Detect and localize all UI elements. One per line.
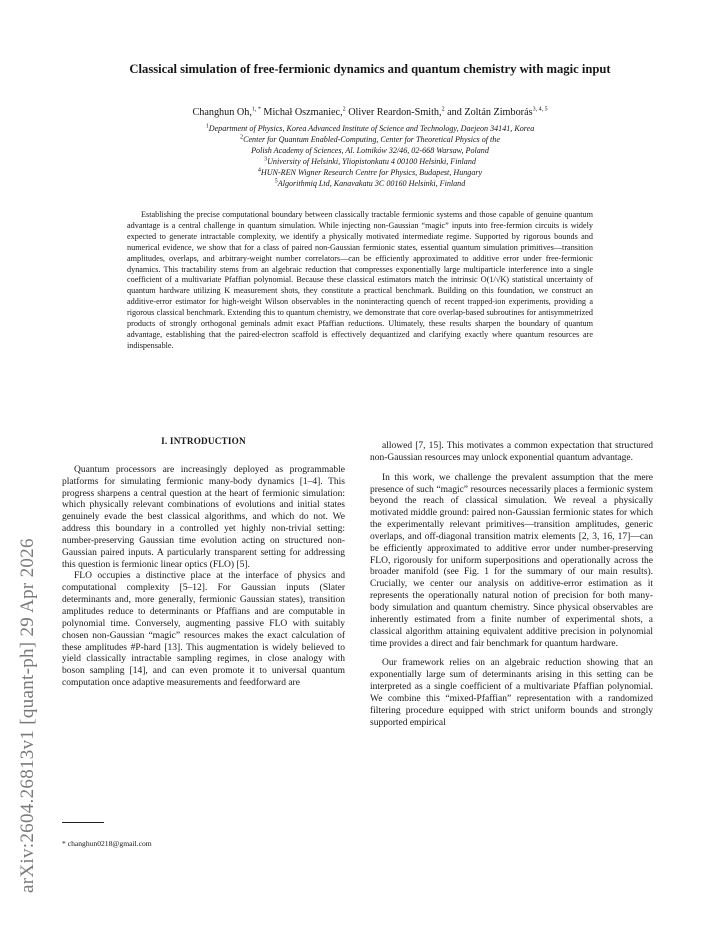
footnote-rule [62, 822, 104, 823]
affiliation-line [70, 135, 670, 146]
paragraph: FLO occupies a distinctive place at the interface of physics and computational complexity [5–12]. For Gaussian inputs (Slater determinants and, more generally, fermionic Gaussian states), transition amplitudes reduce to determinants or Pfaffians and are computable in polynomial time. Conversely, augmenting passive FLO with suitably chosen non-Gaussian “magic” resources makes the exact calculation of these amplitudes #P-hard [13]. This augmentation is widely believed to yield classically intractable sampling regimes, in close analogy with boson sampling [14], and can even promote it to universal quantum computation once adaptive measurements and feedforward are [62, 571, 345, 689]
affiliations [70, 124, 670, 189]
affil-mark: 3 [264, 156, 268, 163]
affiliation-line [70, 146, 670, 157]
arxiv-stamp-area [6, 230, 52, 893]
author-affil-mark: 2 [342, 106, 346, 113]
paragraph: Our framework relies on an algebraic reduction showing that an exponentially large sum of determinants arising in this setting can be interpreted as a single coefficient of a multivariate Pfaffian polynomial. We combine this “mixed-Pfaffian” representation with a randomized filtering procedure equipped with strict uniform bounds and strongly supported empirical [370, 658, 653, 728]
affil-text: Algorithmiq Ltd, Kanavakatu 3C 00160 Helsinki, Finland [277, 178, 466, 188]
affil-text: Department of Physics, Korea Advanced Institute of Science and Technology, Daejeon 34141, Korea [208, 124, 535, 133]
paragraph: In this work, we challenge the prevalent assumption that the mere presence of such “magic” resources necessarily places a fermionic system beyond the reach of classical simulation. We reveal a physically motivated middle ground: paired non-Gaussian fermionic states for which the experimentally relevant primitives—transition amplitudes, generic overlaps, and off-diagonal transition matrix elements [2, 3, 16, 17]—can be efficiently approximated to additive error under number-preserving FLO, rigorously for uniform superpositions and operationally across the broader manifold (see Fig. 1 for the summary of our main results). Crucially, we center our analysis on additive-error estimation as it represents the operationally natural notion of precision for both many-body simulation and quantum chemistry. Since physical observables are inherently estimated from a finite number of experimental shots, a classical algorithm attaining equivalent additive precision in polynomial time provides a direct and fair benchmark for quantum hardware. [370, 472, 653, 649]
paragraph: allowed [7, 15]. This motivates a common expectation that structured non-Gaussian resources may unlock exponential quantum advantage. [370, 441, 653, 463]
right-column [370, 441, 653, 729]
affil-text: Center for Quantum Enabled-Computing, Center for Theoretical Physics of the [243, 134, 500, 144]
author-name: and Zoltán Zimborás [444, 107, 533, 118]
section-heading: I. INTRODUCTION [161, 436, 246, 446]
paper-title: Classical simulation of free-fermionic dynamics and quantum chemistry with magic input [129, 62, 611, 76]
paragraph-gap [370, 465, 653, 473]
author-affil-mark: 3, 4, 5 [532, 106, 548, 113]
author-name: Changhun Oh, [192, 107, 252, 118]
affil-mark: 5 [274, 177, 278, 184]
author-affil-mark: 1, * [251, 106, 261, 113]
paragraph: Quantum processors are increasingly deployed as programmable platforms for simulating fermionic many-body dynamics [1–4]. This progress sharpens a central question at the heart of fermionic simulation: which physically relevant combinations of evolutions and initial states genuinely evade the best classical algorithms, and which do not. We address this boundary in a controlled yet highly non-trivial setting: number-preserving Gaussian time evolution acting on structured non-Gaussian paired inputs. A particularly transparent setting for addressing this question is fermionic linear optics (FLO) [5]. [62, 464, 345, 570]
author-affil-mark: 2 [441, 106, 445, 113]
affiliation-line [70, 179, 670, 190]
author-name: Michał Oszmaniec, [260, 107, 343, 118]
author-name: Oliver Reardon-Smith, [345, 107, 442, 118]
affil-text: Polish Academy of Sciences, Al. Lotników 32/46, 02-668 Warsaw, Poland [251, 145, 489, 155]
affil-mark: 2 [240, 134, 244, 141]
arxiv-stamp: arXiv:2604.26813v1 [quant-ph] 29 Apr 2026 [17, 538, 38, 893]
affil-mark: 4 [257, 166, 261, 173]
affil-text: HUN-REN Wigner Research Centre for Physics, Budapest, Hungary [260, 167, 483, 177]
left-column [62, 436, 345, 690]
author-list [70, 107, 670, 118]
affiliation-line [70, 157, 670, 168]
abstract: Establishing the precise computational boundary between classically tractable fermionic systems and those capable of genuine quantum advantage is a central challenge in quantum simulation. While injecting non-Gaussian “magic” inputs into free-fermion circuits is widely expected to generate intractable complexity, we identify a physically motivated intermediate regime. Supported by rigorous bounds and numerical evidence, we show that for a class of paired non-Gaussian fermionic states, essential quantum simulation primitives—transition amplitudes, overlaps, and arbitrary-weight number correlators—can be efficiently approximated to additive error under free-fermionic dynamics. This tractability stems from an algebraic reduction that compresses exponentially large multiparticle interference into a single coefficient of a multivariate Pfaffian polynomial. Because these classical estimators match the intrinsic O(1/√K) statistical uncertainty of quantum hardware utilizing K measurement shots, they constitute a practical benchmark. Building on this foundation, we construct an additive-error estimator for high-weight Wilson observables in the noninteracting quench of recent trapped-ion experiments, providing a rigorous classical benchmark. Extending this to quantum chemistry, we demonstrate that core overlap-based subroutines for antisymmetrized products of strongly orthogonal geminals admit exact Pfaffian reductions. Ultimately, these results sharpen the boundary of quantum advantage, establishing that the paired-electron scaffold is effectively dequantized and clarifying exactly where quantum resources are indispensable. [127, 210, 593, 350]
affiliation-line [70, 168, 670, 179]
affil-text: University of Helsinki, Yliopistonkatu 4 00100 Helsinki, Finland [267, 156, 476, 166]
affiliation-line [70, 124, 670, 135]
affil-mark: 1 [205, 123, 209, 130]
footnote-email: * changhun0218@gmail.com [62, 839, 152, 848]
